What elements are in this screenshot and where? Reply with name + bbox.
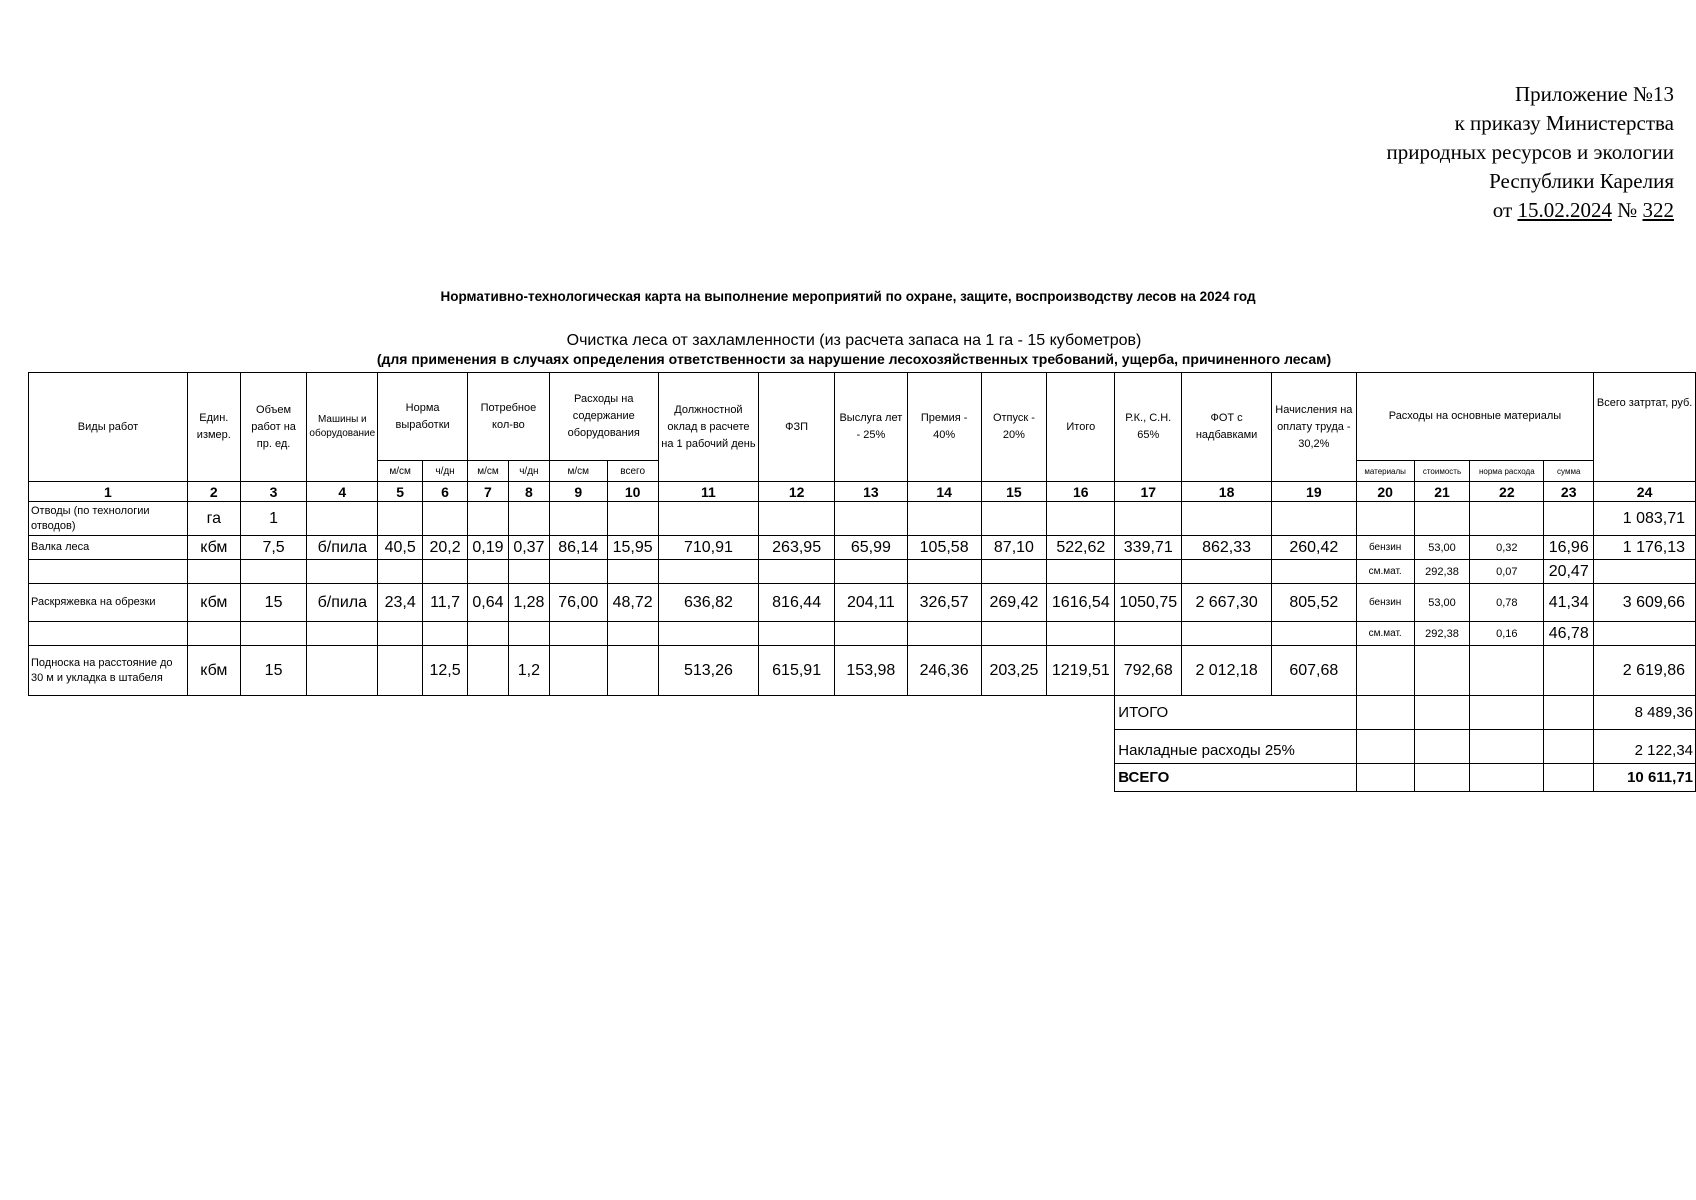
cell — [834, 560, 907, 584]
appendix-from: от — [1492, 198, 1513, 222]
col-num: 14 — [907, 482, 981, 502]
vsego-value: 10 611,71 — [1594, 764, 1696, 792]
cell: 1616,54 — [1047, 584, 1115, 622]
cell — [378, 560, 423, 584]
subheader-sum: сумма — [1544, 461, 1594, 482]
col-num: 5 — [378, 482, 423, 502]
cell-unit: кбм — [187, 536, 240, 560]
cell — [607, 622, 658, 646]
totals-row-itogo — [29, 696, 1696, 730]
subheader-equip-ms: м/см — [549, 461, 607, 482]
subtitle: Очистка леса от захламленности (из расчета запаса на 1 га - 15 кубометров) — [566, 332, 1142, 349]
cell — [834, 502, 907, 536]
cell — [508, 622, 549, 646]
cell-grand-total — [1594, 622, 1696, 646]
col-num: 21 — [1414, 482, 1470, 502]
cell-sum: 16,96 — [1544, 536, 1594, 560]
header-work: Виды работ — [29, 373, 188, 482]
cell-work — [29, 560, 188, 584]
subheader-rate: норма расхода — [1470, 461, 1544, 482]
cell-cost: 53,00 — [1414, 584, 1470, 622]
header-rk: Р.К., С.Н. 65% — [1115, 373, 1182, 482]
cell-work: Отводы (по технологии отводов) — [29, 502, 188, 536]
cell-material: см.мат. — [1356, 622, 1414, 646]
cell: 20,2 — [423, 536, 468, 560]
cell: 339,71 — [1115, 536, 1182, 560]
cell-rate — [1470, 646, 1544, 696]
cell: 1219,51 — [1047, 646, 1115, 696]
cell-work: Раскряжевка на обрезки — [29, 584, 188, 622]
table-row — [29, 584, 1696, 622]
cell — [307, 502, 378, 536]
cell — [759, 560, 835, 584]
cell-grand-total — [1594, 560, 1696, 584]
cell: 615,91 — [759, 646, 835, 696]
col-num: 7 — [467, 482, 508, 502]
cell: 607,68 — [1271, 646, 1356, 696]
cell — [907, 560, 981, 584]
cell-cost: 292,38 — [1414, 622, 1470, 646]
cell — [549, 502, 607, 536]
col-num: 13 — [834, 482, 907, 502]
cell — [907, 502, 981, 536]
header-equipment: Расходы на содержание оборудования — [549, 373, 658, 461]
cell: 0,37 — [508, 536, 549, 560]
table-row — [29, 560, 1696, 584]
col-num: 2 — [187, 482, 240, 502]
cell: 1050,75 — [1115, 584, 1182, 622]
header-salary: Должностной оклад в расчете на 1 рабочий день — [658, 373, 759, 482]
cell-sum: 46,78 — [1544, 622, 1594, 646]
cell-sum: 20,47 — [1544, 560, 1594, 584]
cell-volume: 15 — [240, 584, 307, 622]
cell-sum: 41,34 — [1544, 584, 1594, 622]
cell — [658, 622, 759, 646]
cell — [378, 502, 423, 536]
col-num: 12 — [759, 482, 835, 502]
subheader-norm-chd: ч/дн — [423, 461, 468, 482]
cell — [1271, 622, 1356, 646]
overhead-label: Накладные расходы 25% — [1115, 730, 1356, 764]
cell — [759, 502, 835, 536]
cell — [423, 560, 468, 584]
col-num: 18 — [1182, 482, 1272, 502]
col-num: 16 — [1047, 482, 1115, 502]
subheader-norm-ms: м/см — [378, 461, 423, 482]
appendix-line-1: Приложение №13 — [1515, 82, 1674, 106]
header-need: Потребное кол-во — [467, 373, 549, 461]
cell — [658, 560, 759, 584]
cell-work: Валка леса — [29, 536, 188, 560]
cell-cost: 53,00 — [1414, 536, 1470, 560]
header-materials: Расходы на основные материалы — [1356, 373, 1593, 461]
cell: 862,33 — [1182, 536, 1272, 560]
cell-cost: 292,38 — [1414, 560, 1470, 584]
cell-material: бензин — [1356, 584, 1414, 622]
cell — [607, 646, 658, 696]
cell-grand-total: 1 176,13 — [1594, 536, 1696, 560]
cell: 11,7 — [423, 584, 468, 622]
itogo-label: ИТОГО — [1115, 696, 1356, 730]
cell-rate — [1470, 502, 1544, 536]
cell — [1182, 502, 1272, 536]
cell-work — [29, 622, 188, 646]
appendix-number: 322 — [1642, 198, 1674, 222]
cell: 636,82 — [658, 584, 759, 622]
cell: 23,4 — [378, 584, 423, 622]
cell-unit: кбм — [187, 584, 240, 622]
cell: 326,57 — [907, 584, 981, 622]
cell-rate: 0,07 — [1470, 560, 1544, 584]
cell-grand-total: 3 609,66 — [1594, 584, 1696, 622]
cell — [378, 646, 423, 696]
cell — [1271, 502, 1356, 536]
cell-volume — [240, 560, 307, 584]
appendix-line-2: к приказу Министерства — [1454, 111, 1674, 135]
cell-unit — [187, 560, 240, 584]
column-number-row — [29, 482, 1696, 502]
cell: 2 012,18 — [1182, 646, 1272, 696]
col-num: 9 — [549, 482, 607, 502]
cell — [1271, 560, 1356, 584]
cell — [549, 622, 607, 646]
cell-cost — [1414, 646, 1470, 696]
header-norm: Норма выработки — [378, 373, 468, 461]
cell — [607, 502, 658, 536]
cell-rate: 0,78 — [1470, 584, 1544, 622]
cell-grand-total: 1 083,71 — [1594, 502, 1696, 536]
cell-material — [1356, 646, 1414, 696]
cell-volume: 15 — [240, 646, 307, 696]
cell: 522,62 — [1047, 536, 1115, 560]
cell: 513,26 — [658, 646, 759, 696]
cell: 710,91 — [658, 536, 759, 560]
cell — [549, 646, 607, 696]
header-row — [29, 373, 1696, 461]
overhead-value: 2 122,34 — [1594, 730, 1696, 764]
cell: 204,11 — [834, 584, 907, 622]
appendix-line-4: Республики Карелия — [1489, 169, 1674, 193]
col-num: 11 — [658, 482, 759, 502]
cell-volume: 7,5 — [240, 536, 307, 560]
cell — [378, 622, 423, 646]
cell-rate: 0,16 — [1470, 622, 1544, 646]
header-volume: Объем работ на пр. ед. — [240, 373, 307, 482]
cell: 40,5 — [378, 536, 423, 560]
cell-material: бензин — [1356, 536, 1414, 560]
cell: 15,95 — [607, 536, 658, 560]
cell — [307, 560, 378, 584]
col-num: 22 — [1470, 482, 1544, 502]
header-accrual: Начисления на оплату труда - 30,2% — [1271, 373, 1356, 482]
cell: 0,19 — [467, 536, 508, 560]
cell: 1,28 — [508, 584, 549, 622]
header-bonus: Премия - 40% — [907, 373, 981, 482]
cell — [1182, 622, 1272, 646]
cell — [981, 622, 1047, 646]
col-num: 23 — [1544, 482, 1594, 502]
col-num: 24 — [1594, 482, 1696, 502]
appendix-date-line — [1387, 196, 1674, 225]
col-num: 4 — [307, 482, 378, 502]
cell — [1182, 560, 1272, 584]
appendix-number-sign: № — [1617, 198, 1638, 222]
cell-rate: 0,32 — [1470, 536, 1544, 560]
cell: 246,36 — [907, 646, 981, 696]
totals-row-overhead — [29, 730, 1696, 764]
appendix-date: 15.02.2024 — [1517, 198, 1612, 222]
col-num: 10 — [607, 482, 658, 502]
appendix-block — [1387, 80, 1674, 225]
cell: 269,42 — [981, 584, 1047, 622]
cell: 105,58 — [907, 536, 981, 560]
header-vacation: Отпуск - 20% — [981, 373, 1047, 482]
document-title: Нормативно-технологическая карта на выполнение мероприятий по охране, защите, воспроизводству лесов на 2024 год — [440, 289, 1256, 304]
header-grand-total: Всего затртат, руб. — [1594, 373, 1696, 482]
cell: 263,95 — [759, 536, 835, 560]
cell: 48,72 — [607, 584, 658, 622]
header-fot: ФОТ с надбавками — [1182, 373, 1272, 482]
cell: б/пила — [307, 536, 378, 560]
table-row — [29, 622, 1696, 646]
cell: 153,98 — [834, 646, 907, 696]
header-fzp: ФЗП — [759, 373, 835, 482]
cell — [981, 560, 1047, 584]
header-machines: Машины и оборудование — [307, 373, 378, 482]
header-total: Итого — [1047, 373, 1115, 482]
subheader-equip-total: всего — [607, 461, 658, 482]
cell — [1115, 560, 1182, 584]
cell — [467, 502, 508, 536]
cell: 816,44 — [759, 584, 835, 622]
col-num: 20 — [1356, 482, 1414, 502]
cell: 792,68 — [1115, 646, 1182, 696]
cell: 0,64 — [467, 584, 508, 622]
cell — [1115, 622, 1182, 646]
subheader-need-ms: м/см — [467, 461, 508, 482]
cell: 76,00 — [549, 584, 607, 622]
cell-unit — [187, 622, 240, 646]
cell-material: см.мат. — [1356, 560, 1414, 584]
itogo-value: 8 489,36 — [1594, 696, 1696, 730]
subtitle-block — [28, 331, 1680, 369]
cell — [907, 622, 981, 646]
cell — [549, 560, 607, 584]
col-num: 8 — [508, 482, 549, 502]
subheader-materials: материалы — [1356, 461, 1414, 482]
cell — [423, 502, 468, 536]
table-row — [29, 646, 1696, 696]
subheader-need-chd: ч/дн — [508, 461, 549, 482]
col-num: 15 — [981, 482, 1047, 502]
cell — [307, 622, 378, 646]
cell — [981, 502, 1047, 536]
cell — [1047, 622, 1115, 646]
subtitle-note: (для применения в случаях определения ответственности за нарушение лесохозяйственных требований, ущерба, причиненного лесам) — [376, 351, 1332, 367]
cell — [508, 502, 549, 536]
cell: 260,42 — [1271, 536, 1356, 560]
col-num: 6 — [423, 482, 468, 502]
cell: 12,5 — [423, 646, 468, 696]
cell — [607, 560, 658, 584]
cell — [759, 622, 835, 646]
cell: 87,10 — [981, 536, 1047, 560]
cell — [508, 560, 549, 584]
cell: 65,99 — [834, 536, 907, 560]
cell-volume: 1 — [240, 502, 307, 536]
cell — [834, 622, 907, 646]
totals-row-vsego — [29, 764, 1696, 792]
cell — [1047, 502, 1115, 536]
cell — [423, 622, 468, 646]
cell — [467, 646, 508, 696]
cell-work: Подноска на расстояние до 30 м и укладка в штабеля — [29, 646, 188, 696]
cell — [307, 646, 378, 696]
cell: 2 667,30 — [1182, 584, 1272, 622]
cell-material — [1356, 502, 1414, 536]
subheader-cost: стоимость — [1414, 461, 1470, 482]
cell-sum — [1544, 646, 1594, 696]
table-row — [29, 502, 1696, 536]
header-seniority: Выслуга лет - 25% — [834, 373, 907, 482]
cell — [467, 622, 508, 646]
tech-card-table — [28, 372, 1696, 792]
col-num: 3 — [240, 482, 307, 502]
cell: 805,52 — [1271, 584, 1356, 622]
cell-unit: кбм — [187, 646, 240, 696]
col-num: 1 — [29, 482, 188, 502]
cell-cost — [1414, 502, 1470, 536]
cell-volume — [240, 622, 307, 646]
cell — [1115, 502, 1182, 536]
cell: 86,14 — [549, 536, 607, 560]
cell-grand-total: 2 619,86 — [1594, 646, 1696, 696]
col-num: 17 — [1115, 482, 1182, 502]
cell — [658, 502, 759, 536]
cell-unit: га — [187, 502, 240, 536]
cell-sum — [1544, 502, 1594, 536]
table-row — [29, 536, 1696, 560]
header-unit: Един. измер. — [187, 373, 240, 482]
vsego-label: ВСЕГО — [1115, 764, 1356, 792]
cell: б/пила — [307, 584, 378, 622]
cell: 1,2 — [508, 646, 549, 696]
cell: 203,25 — [981, 646, 1047, 696]
col-num: 19 — [1271, 482, 1356, 502]
appendix-line-3: природных ресурсов и экологии — [1386, 140, 1674, 164]
cell — [1047, 560, 1115, 584]
cell — [467, 560, 508, 584]
